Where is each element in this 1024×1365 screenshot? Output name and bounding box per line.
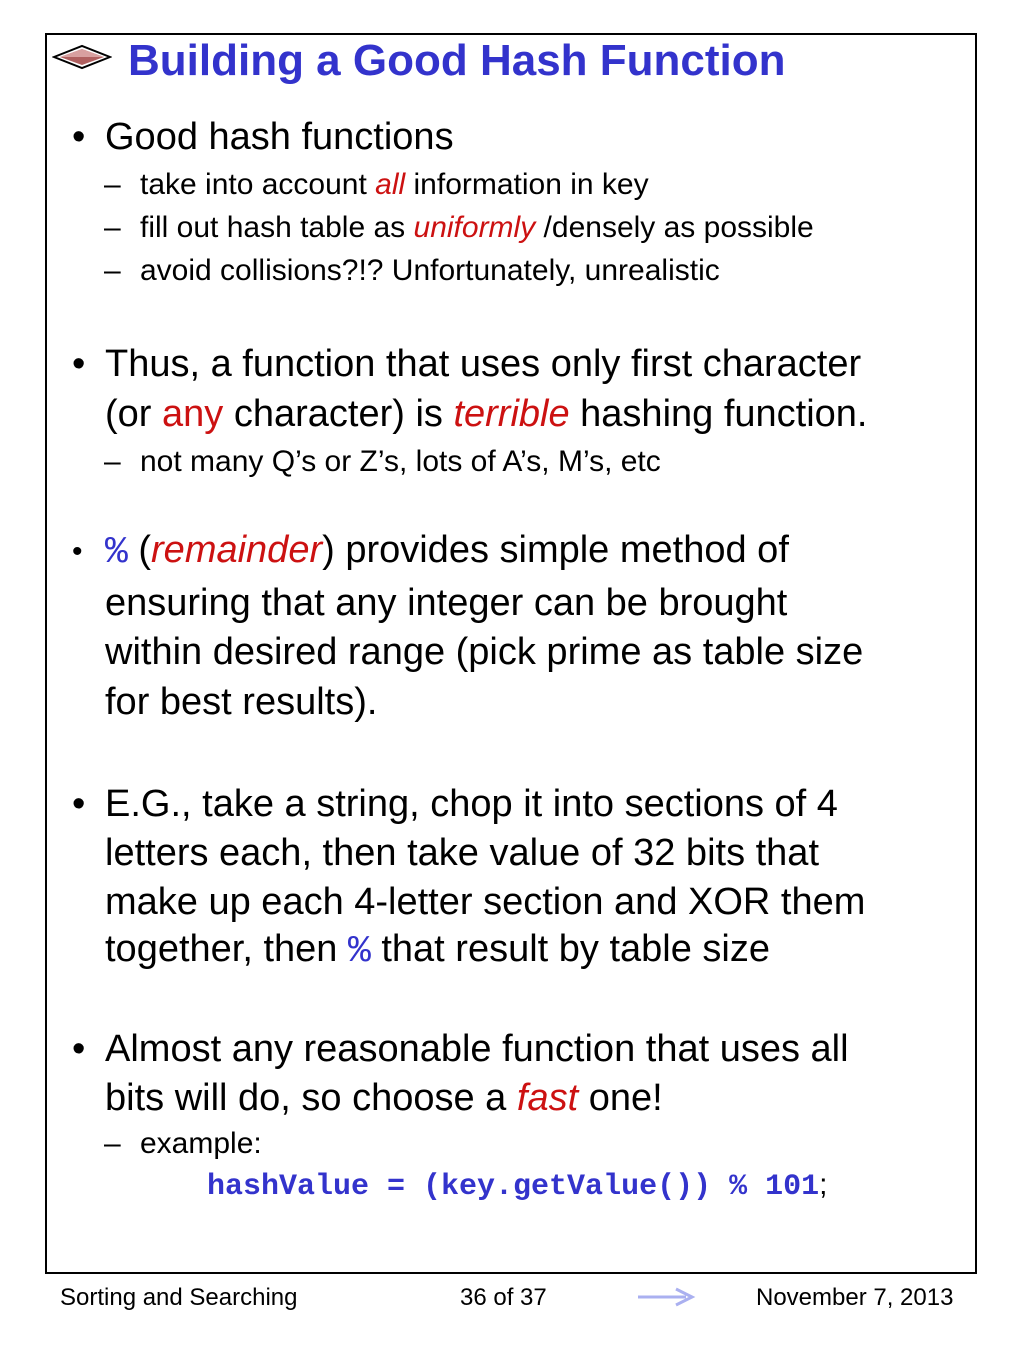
bullet-marker: • xyxy=(72,343,86,385)
bullet-2-sub-1: not many Q’s or Z’s, lots of A’s, M’s, etc xyxy=(140,445,661,478)
bullet-marker: • xyxy=(72,535,83,568)
bullet-1-text: Good hash functions xyxy=(105,116,454,158)
bullet-2-line-2: (or any character) is terrible hashing function. xyxy=(105,393,868,435)
diamond-bullet-icon xyxy=(52,44,112,70)
bullet-4-line-1: E.G., take a string, chop it into sections of 4 xyxy=(105,783,838,825)
footer-page-number: 36 of 37 xyxy=(460,1284,547,1311)
bullet-5-line-1: Almost any reasonable function that uses all xyxy=(105,1028,849,1070)
bullet-3-line-3: within desired range (pick prime as table size xyxy=(105,631,864,673)
bullet-5-sub-1: example: xyxy=(140,1127,262,1160)
bullet-5-line-2: bits will do, so choose a fast one! xyxy=(105,1077,663,1119)
bullet-4-line-2: letters each, then take value of 32 bits that xyxy=(105,832,820,874)
bullet-marker: • xyxy=(72,116,86,158)
dash-marker: – xyxy=(104,254,121,287)
bullet-marker: • xyxy=(72,783,86,825)
dash-marker: – xyxy=(104,168,121,201)
dash-marker: – xyxy=(104,1127,121,1160)
bullet-3-line-2: ensuring that any integer can be brought xyxy=(105,582,788,624)
footer-date: November 7, 2013 xyxy=(756,1284,954,1311)
next-arrow-icon[interactable] xyxy=(636,1286,696,1308)
slide-title: Building a Good Hash Function xyxy=(128,36,786,85)
footer-course-title: Sorting and Searching xyxy=(60,1284,298,1311)
bullet-4-line-3: make up each 4-letter section and XOR them xyxy=(105,881,866,923)
bullet-3-line-4: for best results). xyxy=(105,681,378,723)
bullet-1-sub-1: take into account all information in key xyxy=(140,168,649,201)
bullet-2-line-1: Thus, a function that uses only first character xyxy=(105,343,862,385)
bullet-3-line-1: % (remainder) provides simple method of xyxy=(105,529,789,574)
dash-marker: – xyxy=(104,211,121,244)
bullet-4-line-4: together, then % that result by table size xyxy=(105,928,771,973)
bullet-1-sub-3: avoid collisions?!? Unfortunately, unrealistic xyxy=(140,254,720,287)
code-example: hashValue = (key.getValue()) % 101; xyxy=(207,1168,828,1204)
bullet-1-sub-2: fill out hash table as uniformly /densely as possible xyxy=(140,211,814,244)
dash-marker: – xyxy=(104,445,121,478)
bullet-marker: • xyxy=(72,1028,86,1070)
